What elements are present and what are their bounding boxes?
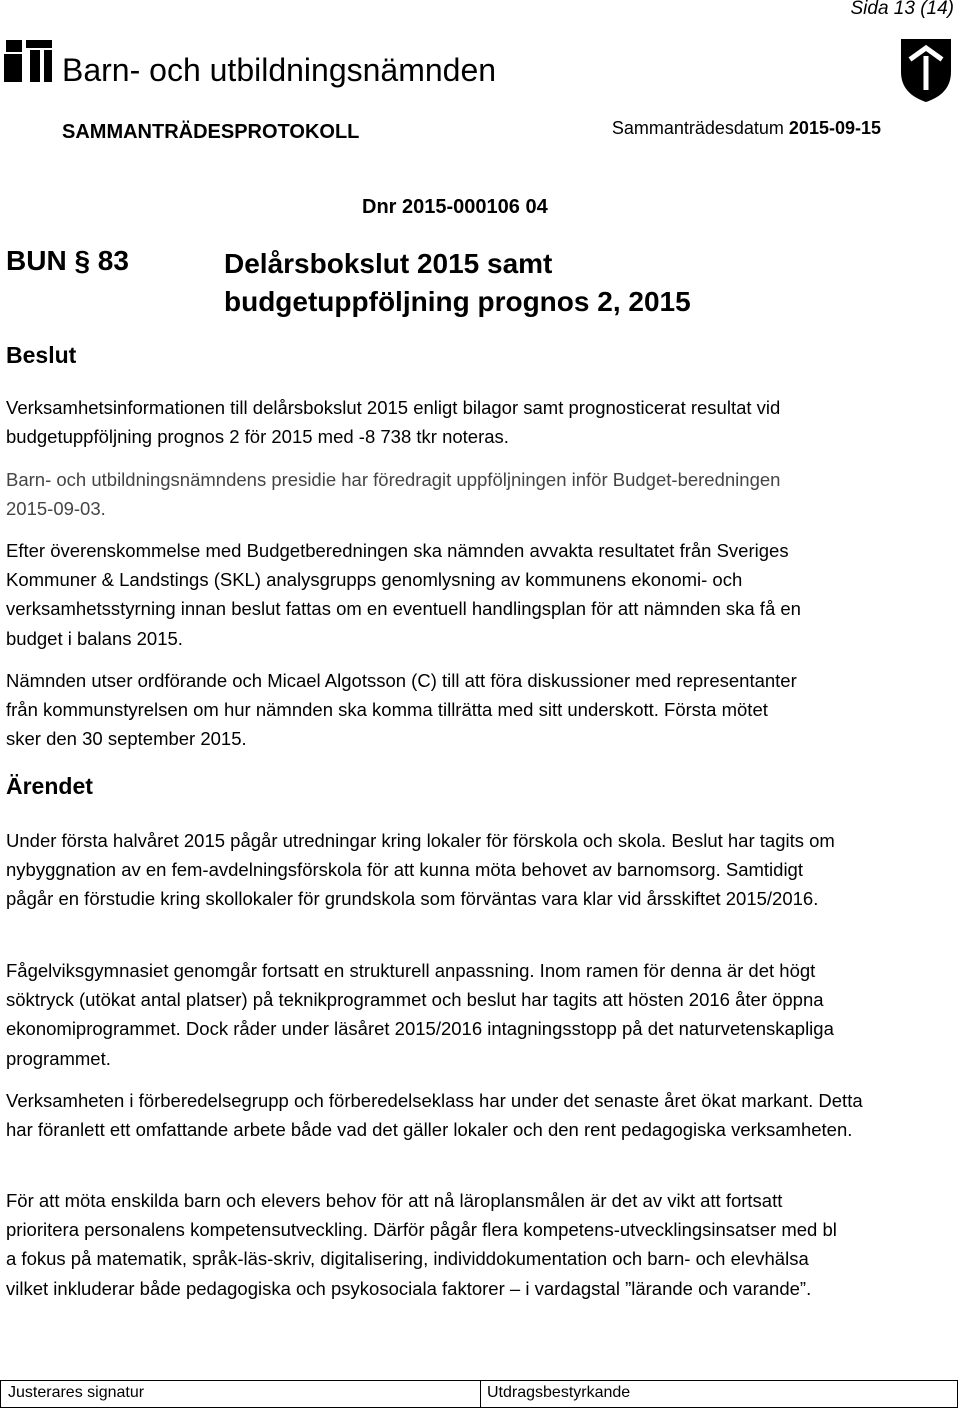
signature-field-label: Justerares signatur — [8, 1384, 145, 1401]
municipal-logo-icon — [4, 40, 52, 82]
matter-paragraph: Under första halvåret 2015 pågår utredningar kring lokaler för förskola och skola. Beslut har tagits om nybyggnation av en fem-avdelningsförskola för att kunna möta behovet av barnomsorg. Samtidigt pågår en förstudie kring skollokaler för grundskola som förväntas vara klar vid årsskiftet 2015/2016. — [6, 830, 835, 910]
matter-heading: Ärendet — [6, 773, 93, 799]
organization-title: Barn- och utbildningsnämnden — [62, 52, 497, 88]
section-title-line-2: budgetuppföljning prognos 2, 2015 — [224, 286, 691, 317]
extract-field-label: Utdragsbestyrkande — [487, 1384, 631, 1401]
section-number: BUN § 83 — [6, 245, 129, 276]
decision-heading: Beslut — [6, 342, 77, 368]
matter-paragraph: Fågelviksgymnasiet genomgår fortsatt en strukturell anpassning. Inom ramen för denna är det högt söktryck (utökat antal platser) på teknikprogrammet och beslut har tagits att hösten 2016 åter öppna ekonomiprogrammet. Dock råder under läsåret 2015/2016 intagningsstopp på det naturvetenskapliga programmet. — [6, 960, 834, 1069]
decision-paragraph: Barn- och utbildningsnämndens presidie har föredragit uppföljningen inför Budget-beredningen 2015-09-03. — [6, 469, 781, 520]
section-title-line-1: Delårsbokslut 2015 samt — [224, 248, 553, 279]
meeting-date — [612, 118, 881, 139]
footer-divider — [480, 1380, 481, 1408]
coat-of-arms-icon — [898, 36, 954, 104]
meeting-date-value: 2015-09-15 — [788, 118, 881, 138]
decision-paragraph: Efter överenskommelse med Budgetberedningen ska nämnden avvakta resultatet från Sveriges Kommuner & Landstings (SKL) analysgrupps genomlysning av kommunens ekonomi- och verksamhetsstyrning innan beslut fattas om en eventuell handlingsplan för att nämnden ska få en budget i balans 2015. — [6, 540, 801, 649]
matter-paragraph: Verksamheten i förberedelsegrupp och förberedelseklass har under det senaste året ökat markant. Detta har föranlett ett omfattande arbete både vad det gäller lokaler och den rent pedagogiska verksamheten. — [6, 1090, 863, 1141]
page-number: Sida 13 (14) — [850, 0, 954, 19]
section-title — [224, 245, 924, 321]
matter-paragraph: För att möta enskilda barn och elevers behov för att nå läroplansmålen är det av vikt att fortsatt prioritera personalens kompetensutveckling. Därför pågår flera kompetens-utvecklingsinsatser med bl a fokus på matematik, språk-läs-skriv, digitalisering, individdokumentation och barn- och elevhälsa vilket inkluderar både pedagogiska och psykosociala faktorer – i vardagstal ”lärande och varande”. — [6, 1190, 837, 1299]
protocol-label: SAMMANTRÄDESPROTOKOLL — [62, 121, 360, 143]
meeting-date-label: Sammanträdesdatum — [611, 118, 784, 138]
decision-paragraph: Nämnden utser ordförande och Micael Algotsson (C) till att föra diskussioner med representanter från kommunstyrelsen om hur nämnden ska komma tillrätta med sitt underskott. Första mötet sker den 30 september 2015. — [6, 670, 797, 750]
decision-paragraph: Verksamhetsinformationen till delårsbokslut 2015 enligt bilagor samt prognosticerat resultat vid budgetuppföljning prognos 2 för 2015 med -8 738 tkr noteras. — [6, 397, 781, 448]
case-number: Dnr 2015-000106 04 — [362, 196, 548, 218]
